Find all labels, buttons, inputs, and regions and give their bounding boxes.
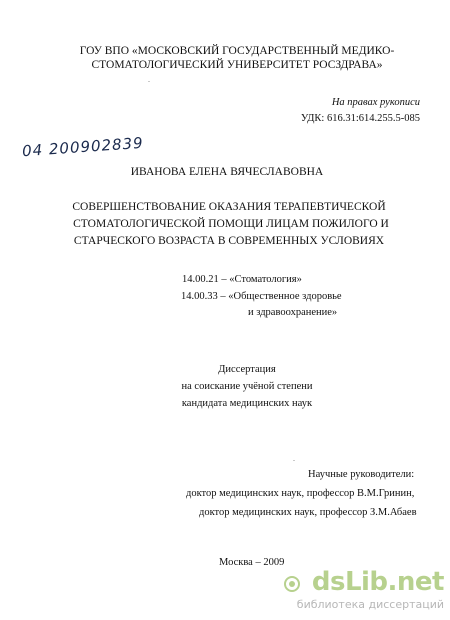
watermark-logo-text: dsLib.net — [311, 567, 444, 597]
title-line-1: СОВЕРШЕНСТВОВАНИЕ ОКАЗАНИЯ ТЕРАПЕВТИЧЕСКОЙ — [72, 201, 386, 213]
degree-purpose: на соискание учёной степени — [181, 381, 313, 392]
author-name: ИВАНОВА ЕЛЕНА ВЯЧЕСЛАВОВНА — [130, 166, 324, 178]
watermark-subtitle: библиотека диссертаций — [296, 598, 444, 611]
title-line-3: СТАРЧЕСКОГО ВОЗРАСТА В СОВРЕМЕННЫХ УСЛОВИЯХ — [73, 235, 385, 247]
supervisors-label: Научные руководители: — [308, 469, 415, 480]
city-year: Москва – 2009 — [219, 557, 285, 568]
supervisor-1: доктор медицинских наук, профессор В.М.Гринин, — [186, 488, 415, 499]
specialty-1: 14.00.21 – «Стоматология» — [182, 274, 302, 285]
udc-code: УДК: 616.31:614.255.5-085 — [300, 113, 420, 124]
supervisors-dot: . — [293, 454, 295, 463]
degree-type: Диссертация — [218, 364, 276, 375]
specialty-2: 14.00.33 – «Общественное здоровье — [181, 291, 342, 302]
title-line-2: СТОМАТОЛОГИЧЕСКОЙ ПОМОЩИ ЛИЦАМ ПОЖИЛОГО И — [73, 218, 389, 230]
manuscript-rights: На правах рукописи — [331, 97, 420, 108]
specialty-2-continued: и здравоохранение» — [248, 307, 338, 318]
university-line-1: ГОУ ВПО «МОСКОВСКИЙ ГОСУДАРСТВЕННЫЙ МЕДИКО- — [79, 45, 395, 57]
header-dot: . — [148, 75, 150, 84]
university-line-2: СТОМАТОЛОГИЧЕСКИЙ УНИВЕРСИТЕТ РОСЗДРАВА» — [91, 59, 383, 71]
handwritten-registration-number: 04 200902839 — [21, 133, 145, 161]
supervisor-2: доктор медицинских наук, профессор З.М.Абаев — [199, 507, 417, 518]
dslib-watermark — [284, 568, 444, 612]
degree-name: кандидата медицинских наук — [181, 398, 313, 409]
dslib-logo-icon — [284, 576, 300, 592]
